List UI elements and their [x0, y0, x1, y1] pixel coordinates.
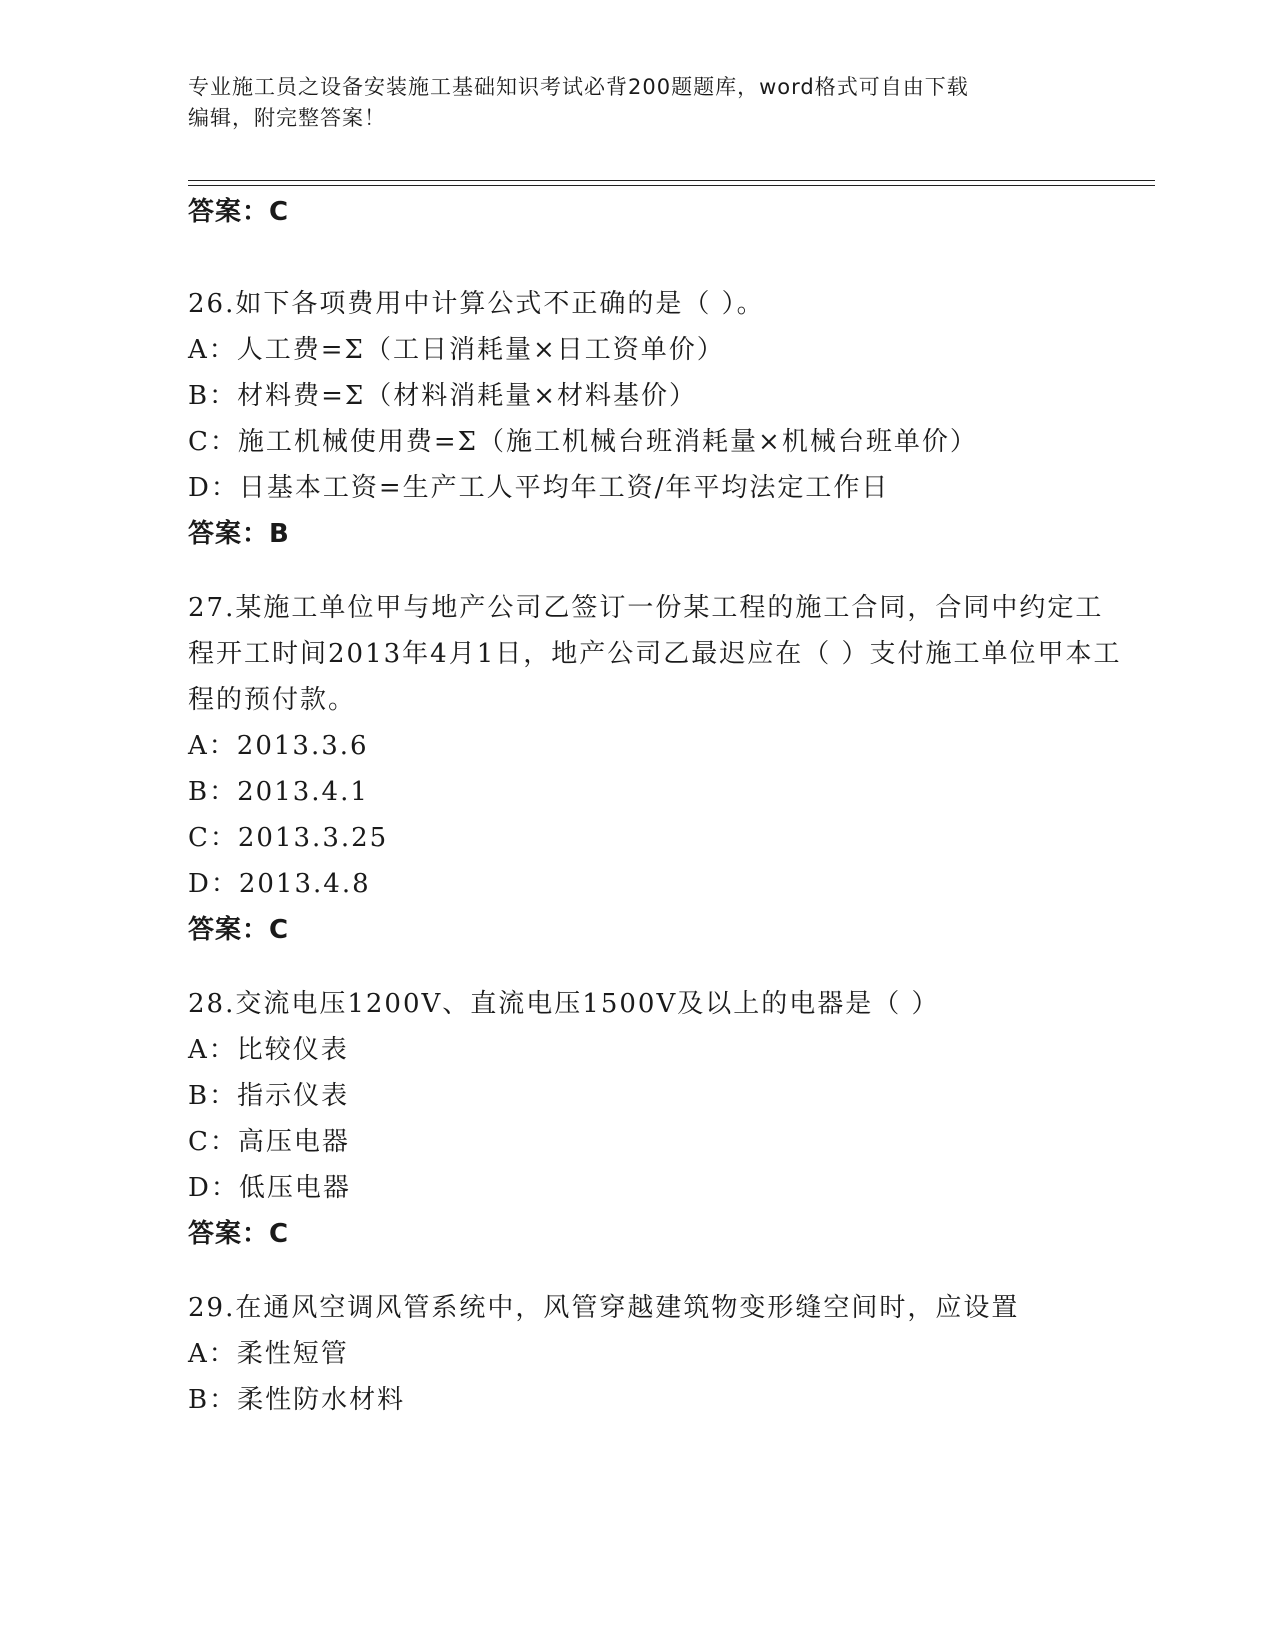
question-stem: 26.如下各项费用中计算公式不正确的是（ ）。 — [188, 289, 765, 319]
header-line-2: 编辑，附完整答案！ — [188, 106, 386, 130]
option-b: B：2013.4.1 — [188, 777, 369, 807]
question-27 — [188, 585, 1128, 953]
option-a: A：2013.3.6 — [188, 731, 369, 761]
option-b: B：指示仪表 — [188, 1081, 350, 1111]
question-stem: 28.交流电压1200V、直流电压1500V及以上的电器是（ ） — [188, 989, 940, 1019]
question-26 — [188, 281, 1128, 557]
option-a: A：比较仪表 — [188, 1035, 349, 1065]
answer-label: 答案：C — [188, 1219, 290, 1249]
option-a: A：人工费=Σ（工日消耗量×日工资单价） — [188, 335, 725, 365]
option-d: D：2013.4.8 — [188, 869, 371, 899]
option-b: B：柔性防水材料 — [188, 1385, 406, 1415]
document-header — [188, 72, 1088, 134]
option-c: C：施工机械使用费=Σ（施工机械台班消耗量×机械台班单价） — [188, 427, 978, 457]
answer-label: 答案：C — [188, 915, 290, 945]
header-divider-bottom — [188, 185, 1155, 186]
header-divider-top — [188, 180, 1155, 181]
option-d: D：低压电器 — [188, 1173, 351, 1203]
option-b: B：材料费=Σ（材料消耗量×材料基价） — [188, 381, 698, 411]
option-a: A：柔性短管 — [188, 1339, 349, 1369]
question-28 — [188, 981, 1128, 1257]
question-list — [188, 281, 1128, 1451]
question-stem: 29.在通风空调风管系统中，风管穿越建筑物变形缝空间时，应设置 — [188, 1293, 1020, 1323]
option-d: D：日基本工资=生产工人平均年工资/年平均法定工作日 — [188, 473, 890, 503]
answer-label: 答案：B — [188, 519, 290, 549]
question-29 — [188, 1285, 1128, 1423]
header-line-1: 专业施工员之设备安装施工基础知识考试必背200题题库，word格式可自由下载 — [188, 75, 969, 99]
option-c: C：2013.3.25 — [188, 823, 389, 853]
previous-answer: 答案：C — [188, 197, 290, 227]
question-stem: 27.某施工单位甲与地产公司乙签订一份某工程的施工合同，合同中约定工程开工时间2013年4月1日，地产公司乙最迟应在（ ）支付施工单位甲本工程的预付款。 — [188, 593, 1122, 715]
option-c: C：高压电器 — [188, 1127, 350, 1157]
